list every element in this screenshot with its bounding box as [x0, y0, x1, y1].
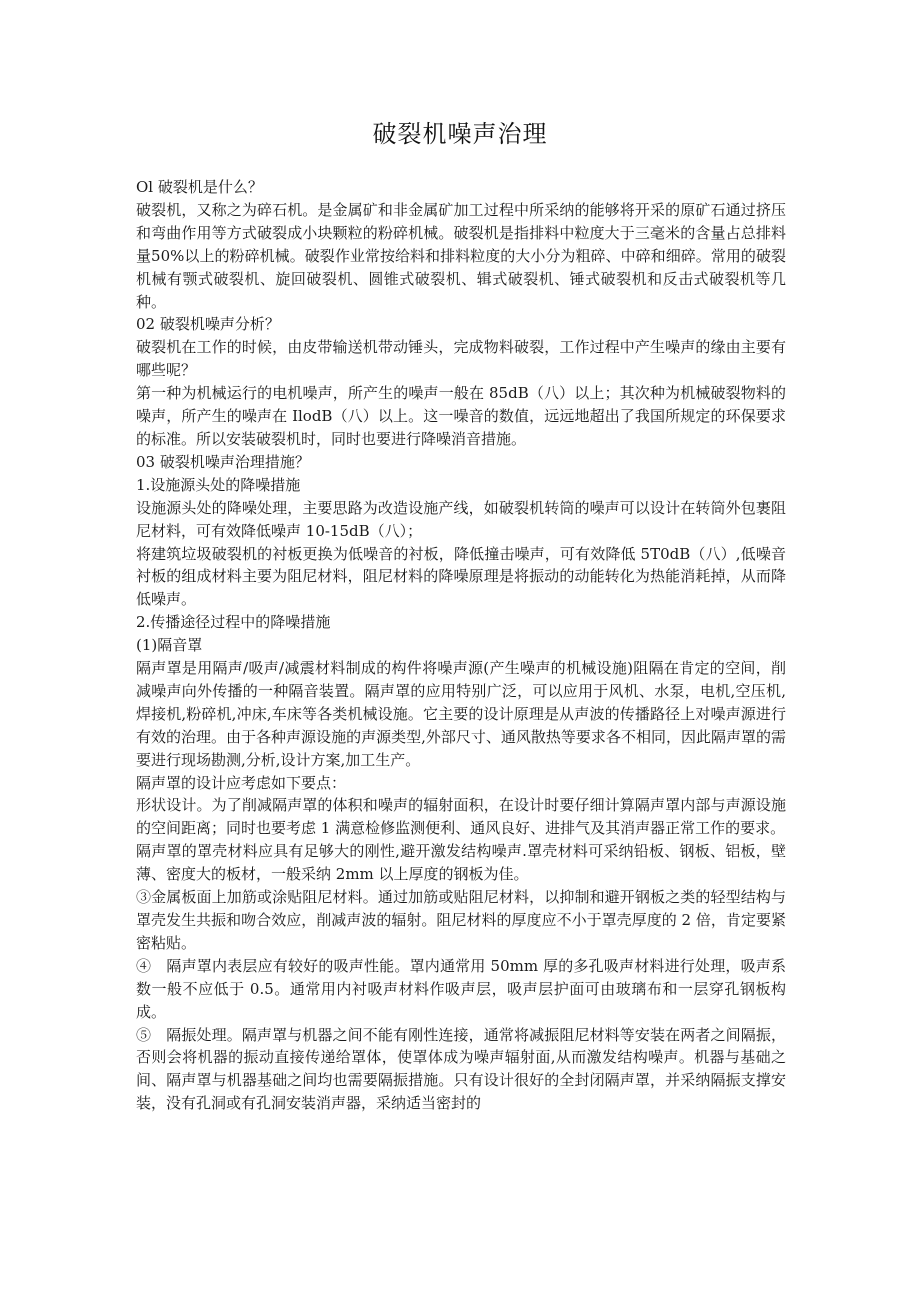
paragraph: 破裂机在工作的时候，由皮带输送机带动锤头，完成物料破裂，工作过程中产生噪声的缘由主要有哪些呢？: [136, 338, 786, 380]
paragraph: 破裂机，又称之为碎石机。是金属矿和非金属矿加工过程中所采纳的能够将开采的原矿石通过挤压和弯曲作用等方式破裂成小块颗粒的粉碎机械。破裂机是指排料中粒度大于三毫米的含量占总排料量50%以上的粉碎机械。破裂作业常按给料和排料粒度的大小分为粗碎、中碎和细碎。常用的破裂机械有颚式破裂机、旋回破裂机、圆锥式破裂机、辑式破裂机、锤式破裂机和反击式破裂机等几种。: [136, 200, 786, 311]
paragraph: 隔声罩是用隔声/吸声/减震材料制成的构件将噪声源(产生噪声的机械设施)阻隔在肯定的空间，削减噪声向外传播的一种隔音装置。隔声罩的应用特别广泛，可以应用于风机、水泵，电机,空压机,焊接机,粉碎机,冲床,车床等各类机械设施。它主要的设计原理是从声波的传播路径上对噪声源进行有效的治理。由于各种声源设施的声源类型,外部尺寸、通风散热等要求各不相同，因此隔声罩的需要进行现场勘测,分析,设计方案,加工生产。: [136, 659, 786, 769]
subheading: (1)隔音罩: [136, 636, 203, 655]
paragraph: ④ 隔声罩内表层应有较好的吸声性能。罩内通常用 50mm 厚的多孔吸声材料进行处理，吸声系数一般不应低于 0.5。通常用内衬吸声材料作吸声层，吸声层护面可由玻璃布和一层穿孔钢板构成。: [136, 956, 786, 1021]
paragraph: ③金属板面上加筋或涂贴阻尼材料。通过加筋或贴阻尼材料，以抑制和避开钢板之类的轻型结构与罩壳发生共振和吻合效应，削减声波的辐射。阻尼材料的厚度应不小于罩壳厚度的 2 倍，肯定要紧密粘贴。: [136, 888, 786, 952]
paragraph: 设施源头处的降噪处理，主要思路为改造设施产线，如破裂机转筒的噪声可以设计在转筒外包裹阻尼材料，可有效降低噪声 10-15dB（八）；: [136, 498, 786, 540]
paragraph: 形状设计。为了削减隔声罩的体积和噪声的辐射面积，在设计时要仔细计算隔声罩内部与声源设施的空间距离；同时也要考虑 1 满意检修监测便利、通风良好、进排气及其消声器正常工作的要求。: [136, 796, 786, 838]
subheading: 1.设施源头处的降噪措施: [136, 475, 301, 494]
heading-01: Ol 破裂机是什么？: [136, 178, 263, 196]
heading-02: 02 破裂机噪声分析？: [136, 315, 280, 334]
heading-03: 03 破裂机噪声治理措施？: [136, 452, 310, 471]
paragraph: 将建筑垃圾破裂机的衬板更换为低噪音的衬板，降低撞击噪声，可有效降低 5T0dB（八）,低噪音衬板的组成材料主要为阻尼材料，阻尼材料的降噪原理是将振动的动能转化为热能消耗掉，从而降低噪声。: [136, 544, 786, 609]
paragraph: 隔声罩的设计应考虑如下要点：: [136, 773, 347, 792]
document-body: [136, 176, 786, 1115]
subheading: 2.传播途径过程中的降噪措施: [136, 613, 331, 632]
paragraph: 第一种为机械运行的电机噪声，所产生的噪声一般在 85dB（八）以上；其次种为机械破裂物料的噪声，所产生的噪声在 IlodB（八）以上。这一噪音的数值，远远地超出了我国所规定的环保要求的标准。所以安装破裂机时，同时也要进行降噪消音措施。: [136, 384, 786, 448]
paragraph: 隔声罩的罩壳材料应具有足够大的刚性,避开激发结构噪声.罩壳材料可采纳铅板、钢板、铝板，壁薄、密度大的板材，一般采纳 2mm 以上厚度的钢板为佳。: [136, 842, 786, 884]
paragraph: ⑤ 隔振处理。隔声罩与机器之间不能有刚性连接，通常将减振阻尼材料等安装在两者之间隔振，否则会将机器的振动直接传递给罩体，使罩体成为噪声辐射面,从而激发结构噪声。机器与基础之间、隔声罩与机器基础之间均也需要隔振措施。只有设计很好的全封闭隔声罩，并采纳隔振支撑安装，没有孔洞或有孔洞安装消声器，采纳适当密封的: [136, 1025, 786, 1113]
document-title: 破裂机噪声治理: [372, 120, 548, 148]
